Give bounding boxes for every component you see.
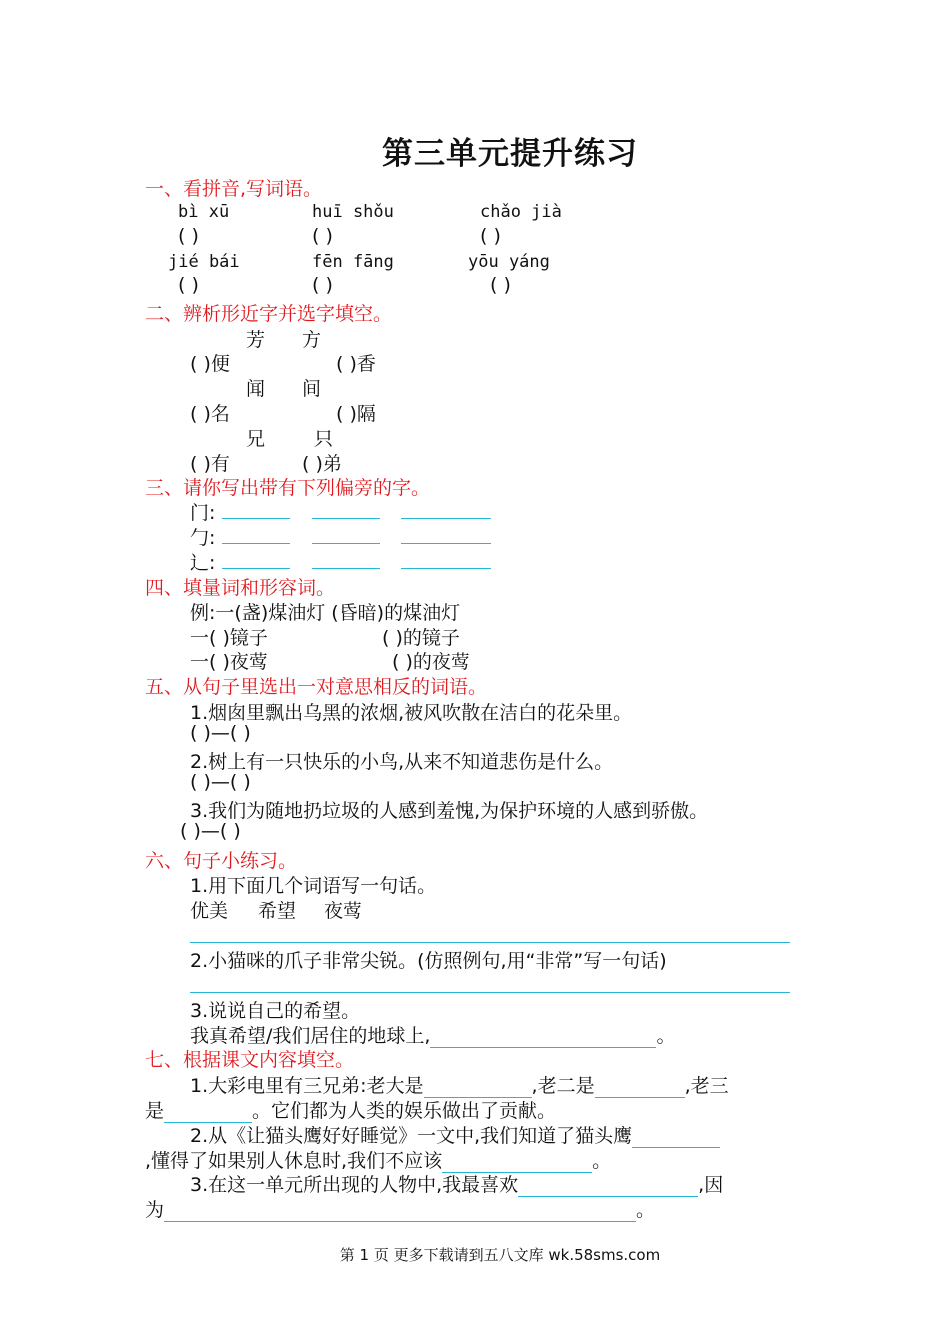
pinyin-4: jié bái	[168, 252, 240, 272]
fill-sentence	[190, 1170, 723, 1197]
answer-paren-1[interactable]: ( )	[178, 225, 199, 247]
char-option: 闻	[246, 378, 266, 400]
answer-blank[interactable]	[164, 1203, 636, 1222]
section-2-heading: 二、辨析形近字并选字填空。	[145, 303, 393, 325]
sentence-suffix: 。	[656, 1025, 676, 1047]
pinyin-3: chǎo jià	[480, 202, 562, 222]
sentence-part: ,因	[698, 1174, 724, 1196]
sentence-part: 是	[145, 1100, 165, 1122]
sentence-part: 。	[636, 1199, 656, 1221]
page-footer: 第 1 页 更多下载请到五八文库 wk.58sms.com	[339, 1246, 661, 1264]
answer-line[interactable]	[190, 942, 790, 943]
fill-sentence	[190, 1071, 729, 1098]
fill-item[interactable]: 一( )夜莺	[190, 651, 268, 673]
word: 优美	[190, 900, 229, 922]
answer-line[interactable]	[222, 543, 290, 544]
fill-sentence	[145, 1146, 611, 1173]
fill-item[interactable]: ( )名	[190, 403, 230, 425]
question-text: 2.小猫咪的爪子非常尖锐。(仿照例句,用“非常”写一句话)	[190, 950, 667, 972]
fill-sentence	[190, 1021, 675, 1048]
char-option: 只	[314, 428, 334, 450]
section-3-heading: 三、请你写出带有下列偏旁的字。	[145, 477, 431, 499]
answer-line[interactable]	[401, 568, 491, 569]
fill-sentence	[145, 1096, 556, 1123]
sentence-part: ,老三	[684, 1075, 729, 1097]
answer-line[interactable]	[312, 568, 380, 569]
answer-line[interactable]	[401, 518, 491, 519]
answer-blank[interactable]	[595, 1079, 685, 1098]
antonym-pair[interactable]: ( )—( )	[190, 771, 251, 793]
sentence-part: 。	[592, 1150, 612, 1172]
char-option: 芳	[246, 329, 266, 351]
section-1-heading: 一、看拼音,写词语。	[145, 178, 323, 200]
sentence-part: 2.从《让猫头鹰好好睡觉》一文中,我们知道了猫头鹰	[190, 1125, 633, 1147]
example-line: 例:一(盏)煤油灯 (昏暗)的煤油灯	[190, 602, 461, 624]
radical-label: 勹:	[190, 527, 216, 549]
answer-line[interactable]	[312, 518, 380, 519]
fill-item[interactable]: 一( )镜子	[190, 627, 268, 649]
section-5-heading: 五、从句子里选出一对意思相反的词语。	[145, 676, 488, 698]
answer-paren-5[interactable]: ( )	[312, 274, 333, 296]
answer-line[interactable]	[222, 568, 290, 569]
answer-blank[interactable]	[632, 1129, 720, 1148]
question-text: 3.说说自己的希望。	[190, 1000, 361, 1022]
answer-paren-2[interactable]: ( )	[312, 225, 333, 247]
answer-line[interactable]	[190, 992, 790, 993]
char-option: 方	[302, 329, 322, 351]
question-text: 2.树上有一只快乐的小鸟,从来不知道悲伤是什么。	[190, 751, 614, 773]
pinyin-2: huī shǒu	[312, 202, 394, 222]
sentence-part: 。它们都为人类的娱乐做出了贡献。	[252, 1100, 557, 1122]
fill-item[interactable]: ( )有	[190, 453, 230, 475]
sentence-part: ,懂得了如果别人休息时,我们不应该	[145, 1150, 443, 1172]
antonym-pair[interactable]: ( )—( )	[190, 722, 251, 744]
answer-paren-4[interactable]: ( )	[178, 274, 199, 296]
sentence-part: 3.在这一单元所出现的人物中,我最喜欢	[190, 1174, 519, 1196]
answer-blank[interactable]	[430, 1029, 656, 1048]
answer-line[interactable]	[222, 518, 290, 519]
fill-item[interactable]: ( )香	[336, 353, 376, 375]
answer-paren-6[interactable]: ( )	[490, 274, 511, 296]
fill-sentence	[190, 1121, 720, 1148]
question-text: 3.我们为随地扔垃圾的人感到羞愧,为保护环境的人感到骄傲。	[190, 800, 709, 822]
radical-label: 门:	[190, 502, 216, 524]
fill-sentence	[145, 1195, 655, 1222]
fill-item[interactable]: ( )的镜子	[382, 627, 460, 649]
question-text: 1.用下面几个词语写一句话。	[190, 875, 437, 897]
radical-label: 辶:	[190, 552, 216, 574]
section-4-heading: 四、填量词和形容词。	[145, 577, 336, 599]
section-6-heading: 六、句子小练习。	[145, 850, 298, 872]
page-title: 第三单元提升练习	[382, 136, 638, 172]
sentence-part: 为	[145, 1199, 165, 1221]
pinyin-5: fēn fāng	[312, 252, 394, 272]
sentence-part: ,老二是	[531, 1075, 595, 1097]
antonym-pair[interactable]: ( )—( )	[180, 820, 241, 842]
word: 希望	[258, 900, 297, 922]
answer-line[interactable]	[401, 543, 491, 544]
answer-line[interactable]	[312, 543, 380, 544]
pinyin-1: bì xū	[178, 202, 230, 222]
fill-item[interactable]: ( )便	[190, 353, 230, 375]
fill-item[interactable]: ( )弟	[302, 453, 342, 475]
answer-paren-3[interactable]: ( )	[480, 225, 501, 247]
section-7-heading: 七、根据课文内容填空。	[145, 1049, 355, 1071]
char-option: 间	[302, 378, 322, 400]
fill-item[interactable]: ( )的夜莺	[392, 651, 470, 673]
sentence-prefix: 我真希望/我们居住的地球上,	[190, 1025, 431, 1047]
char-option: 兄	[246, 428, 266, 450]
sentence-part: 1.大彩电里有三兄弟:老大是	[190, 1075, 424, 1097]
fill-item[interactable]: ( )隔	[336, 403, 376, 425]
question-text: 1.烟囱里飘出乌黑的浓烟,被风吹散在洁白的花朵里。	[190, 702, 633, 724]
word: 夜莺	[324, 900, 363, 922]
pinyin-6: yōu yáng	[468, 252, 550, 272]
